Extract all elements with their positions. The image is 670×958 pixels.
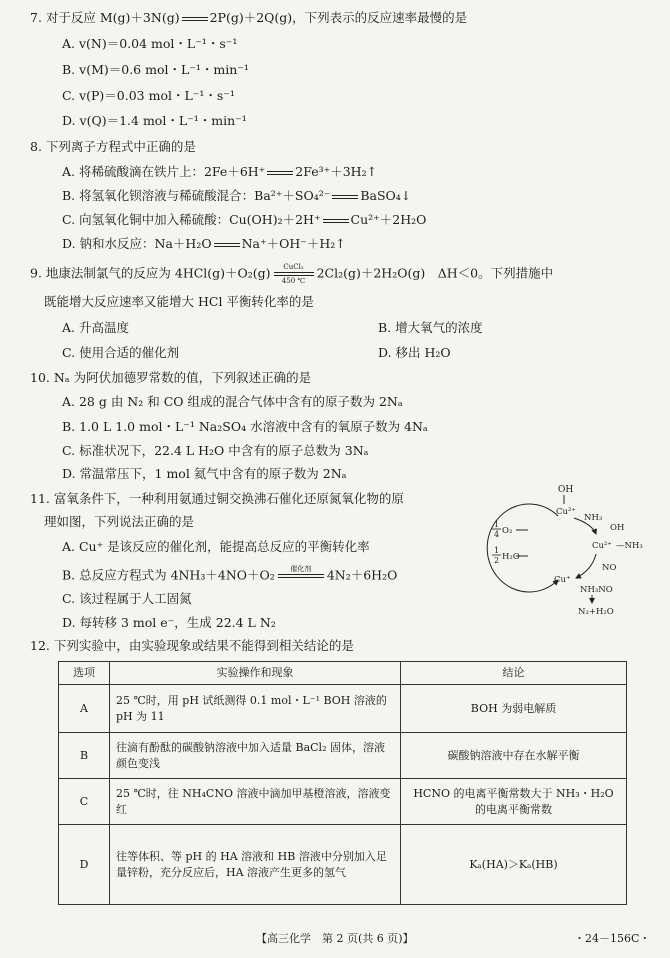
diagram-nh3-right: —NH₃ [616,541,643,551]
diagram-no: NO [602,563,617,573]
q9-option-b: B. 增大氧气的浓度 [378,320,483,335]
page-footer: 【高三化学 第 2 页(共 6 页)】 [256,932,414,945]
q9-option-c: C. 使用合适的催化剂 [62,345,180,360]
diagram-cu-bottom: Cu⁺ [554,575,571,585]
diagram-oh-right: OH [610,523,625,533]
q12-table [58,661,627,905]
q8-stem: 8. 下列离子方程式中正确的是 [30,139,196,154]
q11-option-b: B. 总反应方程式为 4NH₃＋4NO＋O₂ 催化剂 4N₂＋6H₂O [62,565,398,583]
q10-option-a: A. 28 g 由 N₂ 和 CO 组成的混合气体中含有的原子数为 2Nₐ [62,394,403,409]
reaction-condition: CuCl₂ 450 ℃ [274,263,314,285]
diagram-cu-top: Cu²⁺ [556,507,576,517]
table-row: A 25 ℃时，用 pH 试纸测得 0.1 mol・L⁻¹ BOH 溶液的 pH 为 11 BOH 为弱电解质 [59,685,627,733]
q9-option-d: D. 移出 H₂O [378,345,451,360]
header-conclusion: 结论 [401,662,627,685]
q11-option-d: D. 每转移 3 mol e⁻，生成 22.4 L N₂ [62,615,276,630]
diagram-nh3-top: NH₃ [584,513,603,523]
diagram-oh-top: OH [558,485,574,495]
q7-stem: 7. 对于反应 M(g)＋3N(g) 2P(g)＋2Q(g)，下列表示的反应速率最慢的是 [30,10,468,25]
q7-option-d: D. v(Q)＝1.4 mol・L⁻¹・min⁻¹ [62,113,247,128]
q7-option-c: C. v(P)＝0.03 mol・L⁻¹・s⁻¹ [62,88,235,103]
table-row: B 往滴有酚酞的碳酸钠溶液中加入适量 BaCl₂ 固体，溶液颜色变浅 碳酸钠溶液中存在水解平衡 [59,733,627,779]
q10-option-d: D. 常温常压下，1 mol 氦气中含有的原子数为 2Nₐ [62,466,347,481]
table-row: C 25 ℃时，往 NH₄CNO 溶液中滴加甲基橙溶液，溶液变红 HCNO 的电离平衡常数大于 NH₃・H₂O 的电离平衡常数 [59,779,627,825]
q11-option-c: C. 该过程属于人工固氮 [62,591,192,606]
svg-text:4: 4 [494,530,500,539]
q9-stem: 9. 地康法制氯气的反应为 4HCl(g)＋O₂(g) CuCl₂ 450 ℃ 2Cl₂(g)＋2H₂O(g) ΔH＜0。下列措施中 [30,263,554,285]
q7-option-b: B. v(M)＝0.6 mol・L⁻¹・min⁻¹ [62,62,249,77]
q11-stem-cont: 理如图，下列说法正确的是 [44,514,195,529]
svg-text:2: 2 [494,556,500,565]
header-option: 选项 [59,662,110,685]
diagram-nh3no: NH₃NO [580,585,613,595]
q11-option-a: A. Cu⁺ 是该反应的催化剂，能提高总反应的平衡转化率 [62,539,370,554]
header-operation: 实验操作和现象 [110,662,401,685]
diagram-cu-right: Cu²⁺ [592,541,612,551]
diagram-h2o: H₂O [502,552,520,562]
svg-text:1: 1 [494,546,500,555]
q10-option-c: C. 标准状况下，22.4 L H₂O 中含有的原子总数为 3Nₐ [62,443,369,458]
q12-stem: 12. 下列实验中，由实验现象或结果不能得到相关结论的是 [30,638,354,653]
equals-sign [182,17,208,21]
q8-option-a: A. 将稀硫酸滴在铁片上：2Fe＋6H⁺ 2Fe³⁺＋3H₂↑ [62,164,378,179]
q8-option-b: B. 将氢氧化钡溶液与稀硫酸混合：Ba²⁺＋SO₄²⁻ BaSO₄↓ [62,188,412,203]
q8-option-c: C. 向氢氧化铜中加入稀硫酸：Cu(OH)₂＋2H⁺ Cu²⁺＋2H₂O [62,212,427,227]
svg-text:1: 1 [494,520,500,529]
q8-option-d: D. 钠和水反应：Na＋H₂O Na⁺＋OH⁻＋H₂↑ [62,236,346,251]
q11-stem: 11. 富氧条件下，一种利用氨通过铜交换沸石催化还原氮氧化物的原 [30,491,404,506]
q10-stem: 10. Nₐ 为阿伏加德罗常数的值，下列叙述正确的是 [30,370,312,385]
q9-option-a: A. 升高温度 [62,320,129,335]
q9-stem-cont: 既能增大反应速率又能增大 HCl 平衡转化率的是 [44,294,314,309]
q7-option-a: A. v(N)＝0.04 mol・L⁻¹・s⁻¹ [62,36,238,51]
diagram-o2: O₂ [502,526,513,536]
table-row: D 往等体积、等 pH 的 HA 溶液和 HB 溶液中分别加入足量锌粉，充分反应后，HA 溶液产生更多的氢气 Kₐ(HA)＞Kₐ(HB) [59,825,627,905]
catalytic-cycle-diagram [480,478,660,620]
table-header-row [59,662,627,685]
page-code: ・24－156C・ [574,932,651,945]
diagram-products: N₂+H₂O [578,607,614,617]
q10-option-b: B. 1.0 L 1.0 mol・L⁻¹ Na₂SO₄ 水溶液中含有的氧原子数为 4Nₐ [62,419,428,434]
